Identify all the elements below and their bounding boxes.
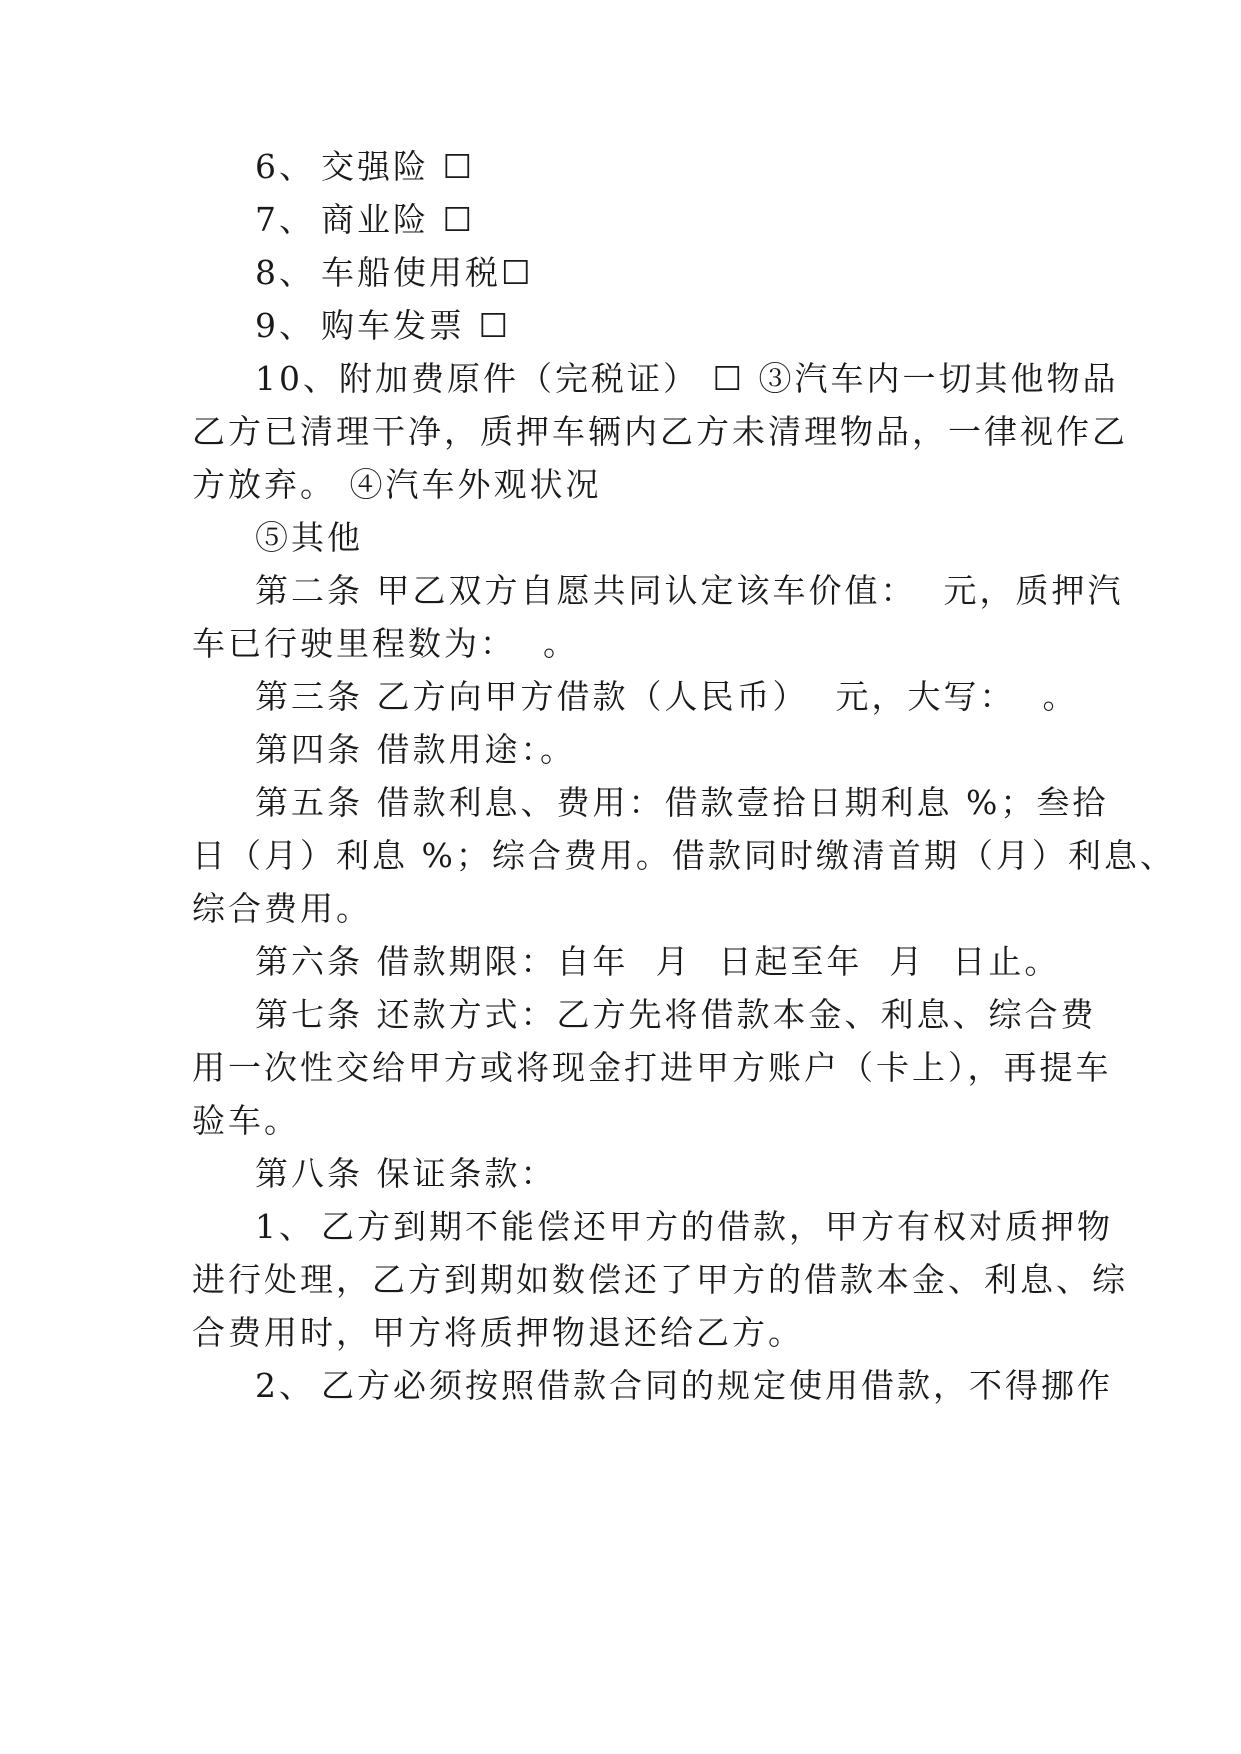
list-text: 商业险 ☐ [321, 200, 476, 239]
list-number: 8、 [255, 253, 315, 292]
list-number: 9、 [255, 306, 315, 345]
text-line: 日（月）利息 %；综合费用。借款同时缴清首期（月）利息、 [192, 836, 1176, 875]
text-line: 10、附加费原件（完税证） ☐ ③汽车内一切其他物品 [255, 359, 1119, 398]
article-6-line: 第六条 借款期限：自年 月 日起至年 月 日止。 [255, 942, 1061, 981]
text-line: 车已行驶里程数为： 。 [192, 624, 579, 663]
list-number: 7、 [255, 200, 315, 239]
text-line: 乙方已清理干净，质押车辆内乙方未清理物品，一律视作乙 [192, 412, 1128, 451]
list-text: 购车发票 ☐ [321, 306, 512, 345]
list-text: 乙方到期不能偿还甲方的借款，甲方有权对质押物 [321, 1207, 1113, 1246]
list-text: 交强险 ☐ [321, 147, 476, 186]
list-number: 1、 [255, 1207, 315, 1246]
text-line: ⑤其他 [255, 518, 363, 557]
article-8-heading: 第八条 保证条款： [255, 1154, 557, 1193]
list-number: 2、 [255, 1366, 315, 1405]
text-line: 综合费用。 [192, 889, 372, 928]
list-item-9 [255, 296, 1062, 355]
article-3-line: 第三条 乙方向甲方借款（人民币） 元，大写： 。 [255, 677, 1079, 716]
text-line: 合费用时，甲方将质押物退还给乙方。 [192, 1313, 804, 1352]
text-line: 用一次性交给甲方或将现金打进甲方账户（卡上），再提车 [192, 1048, 1112, 1087]
list-text: 车船使用税☐ [321, 253, 534, 292]
list-text: 乙方必须按照借款合同的规定使用借款，不得挪作 [321, 1366, 1113, 1405]
list-number: 6、 [255, 147, 315, 186]
text-line: 验车。 [192, 1101, 300, 1140]
article-2-line: 第二条 甲乙双方自愿共同认定该车价值： 元，质押汽 [255, 571, 1124, 610]
clause-item-2 [255, 1356, 1113, 1415]
article-5-line: 第五条 借款利息、费用：借款壹拾日期利息 %；叁拾 [255, 783, 1109, 822]
list-item-8 [255, 243, 1062, 302]
article-4-line: 第四条 借款用途：。 [255, 730, 576, 769]
text-line: 方放弃。 ④汽车外观状况 [192, 465, 602, 504]
article-7-line: 第七条 还款方式：乙方先将借款本金、利息、综合费 [255, 995, 1097, 1034]
list-item-7 [255, 190, 1062, 249]
list-item-6 [255, 137, 1062, 196]
text-line: 进行处理，乙方到期如数偿还了甲方的借款本金、利息、综 [192, 1260, 1128, 1299]
clause-item-1 [255, 1197, 1113, 1256]
